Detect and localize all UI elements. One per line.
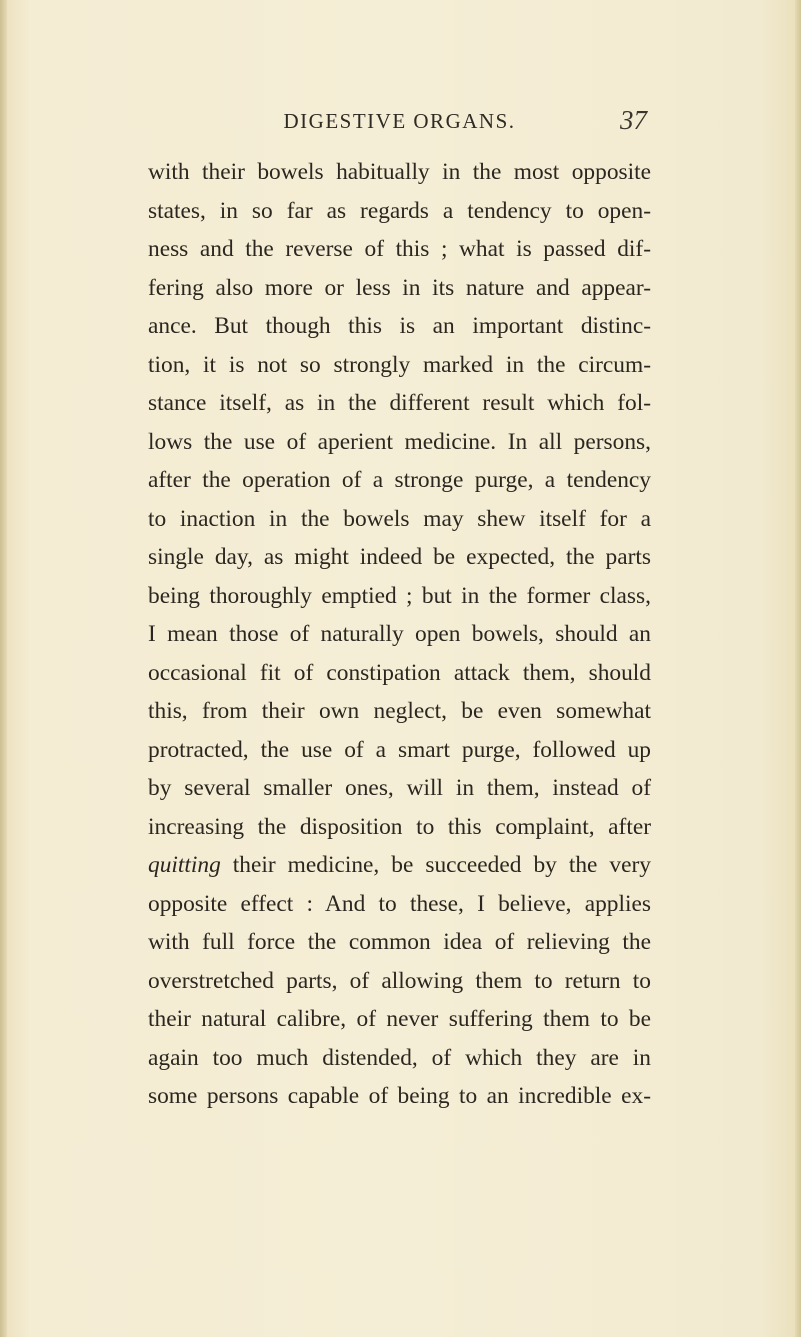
text-line-with-italic [148, 846, 651, 885]
text-line: occasional fit of constipation attack them, should [148, 659, 651, 686]
text-line: being thoroughly emptied ; but in the former class, [148, 582, 651, 609]
text-line: to inaction in the bowels may shew itself for a [148, 505, 651, 532]
text-line: tion, it is not so strongly marked in the circum- [148, 351, 651, 378]
text-line: again too much distended, of which they are in [148, 1044, 651, 1071]
text-line: with full force the common idea of relieving the [148, 929, 651, 955]
text-line: states, in so far as regards a tendency to open- [148, 197, 651, 224]
italic-word: quitting [148, 852, 221, 878]
page-left-edge [0, 0, 7, 1337]
text-line: by several smaller ones, will in them, instead of [148, 775, 651, 801]
page-right-edge [795, 0, 801, 1337]
text-line: this, from their own neglect, be even somewhat [148, 698, 651, 724]
text-line-remainder: their medicine, be succeeded by the very [232, 852, 651, 878]
text-line: their natural calibre, of never suffering them to be [148, 1006, 651, 1032]
text-line: fering also more or less in its nature and appear- [148, 274, 651, 301]
text-line: with their bowels habitually in the most opposite [148, 159, 651, 185]
page-header [148, 105, 651, 135]
text-line: lows the use of aperient medicine. In all persons, [148, 428, 651, 455]
text-line: single day, as might indeed be expected, the parts [148, 544, 651, 570]
text-line: after the operation of a stronge purge, a tendency [148, 467, 651, 493]
text-line: some persons capable of being to an incredible ex- [148, 1083, 651, 1109]
text-line: ance. But though this is an important distinc- [148, 313, 651, 339]
body-text [148, 153, 651, 1116]
text-line: ness and the reverse of this ; what is passed dif- [148, 236, 651, 262]
page-number: 37 [620, 105, 647, 135]
text-line: overstretched parts, of allowing them to return to [148, 967, 651, 994]
text-line: stance itself, as in the different result which fol- [148, 390, 651, 416]
text-line: I mean those of naturally open bowels, should an [148, 621, 651, 647]
text-line: protracted, the use of a smart purge, followed up [148, 736, 651, 763]
running-head: DIGESTIVE ORGANS. [283, 109, 516, 133]
text-line: increasing the disposition to this complaint, after [148, 813, 651, 840]
text-line: opposite effect : And to these, I believe, applies [148, 890, 651, 917]
